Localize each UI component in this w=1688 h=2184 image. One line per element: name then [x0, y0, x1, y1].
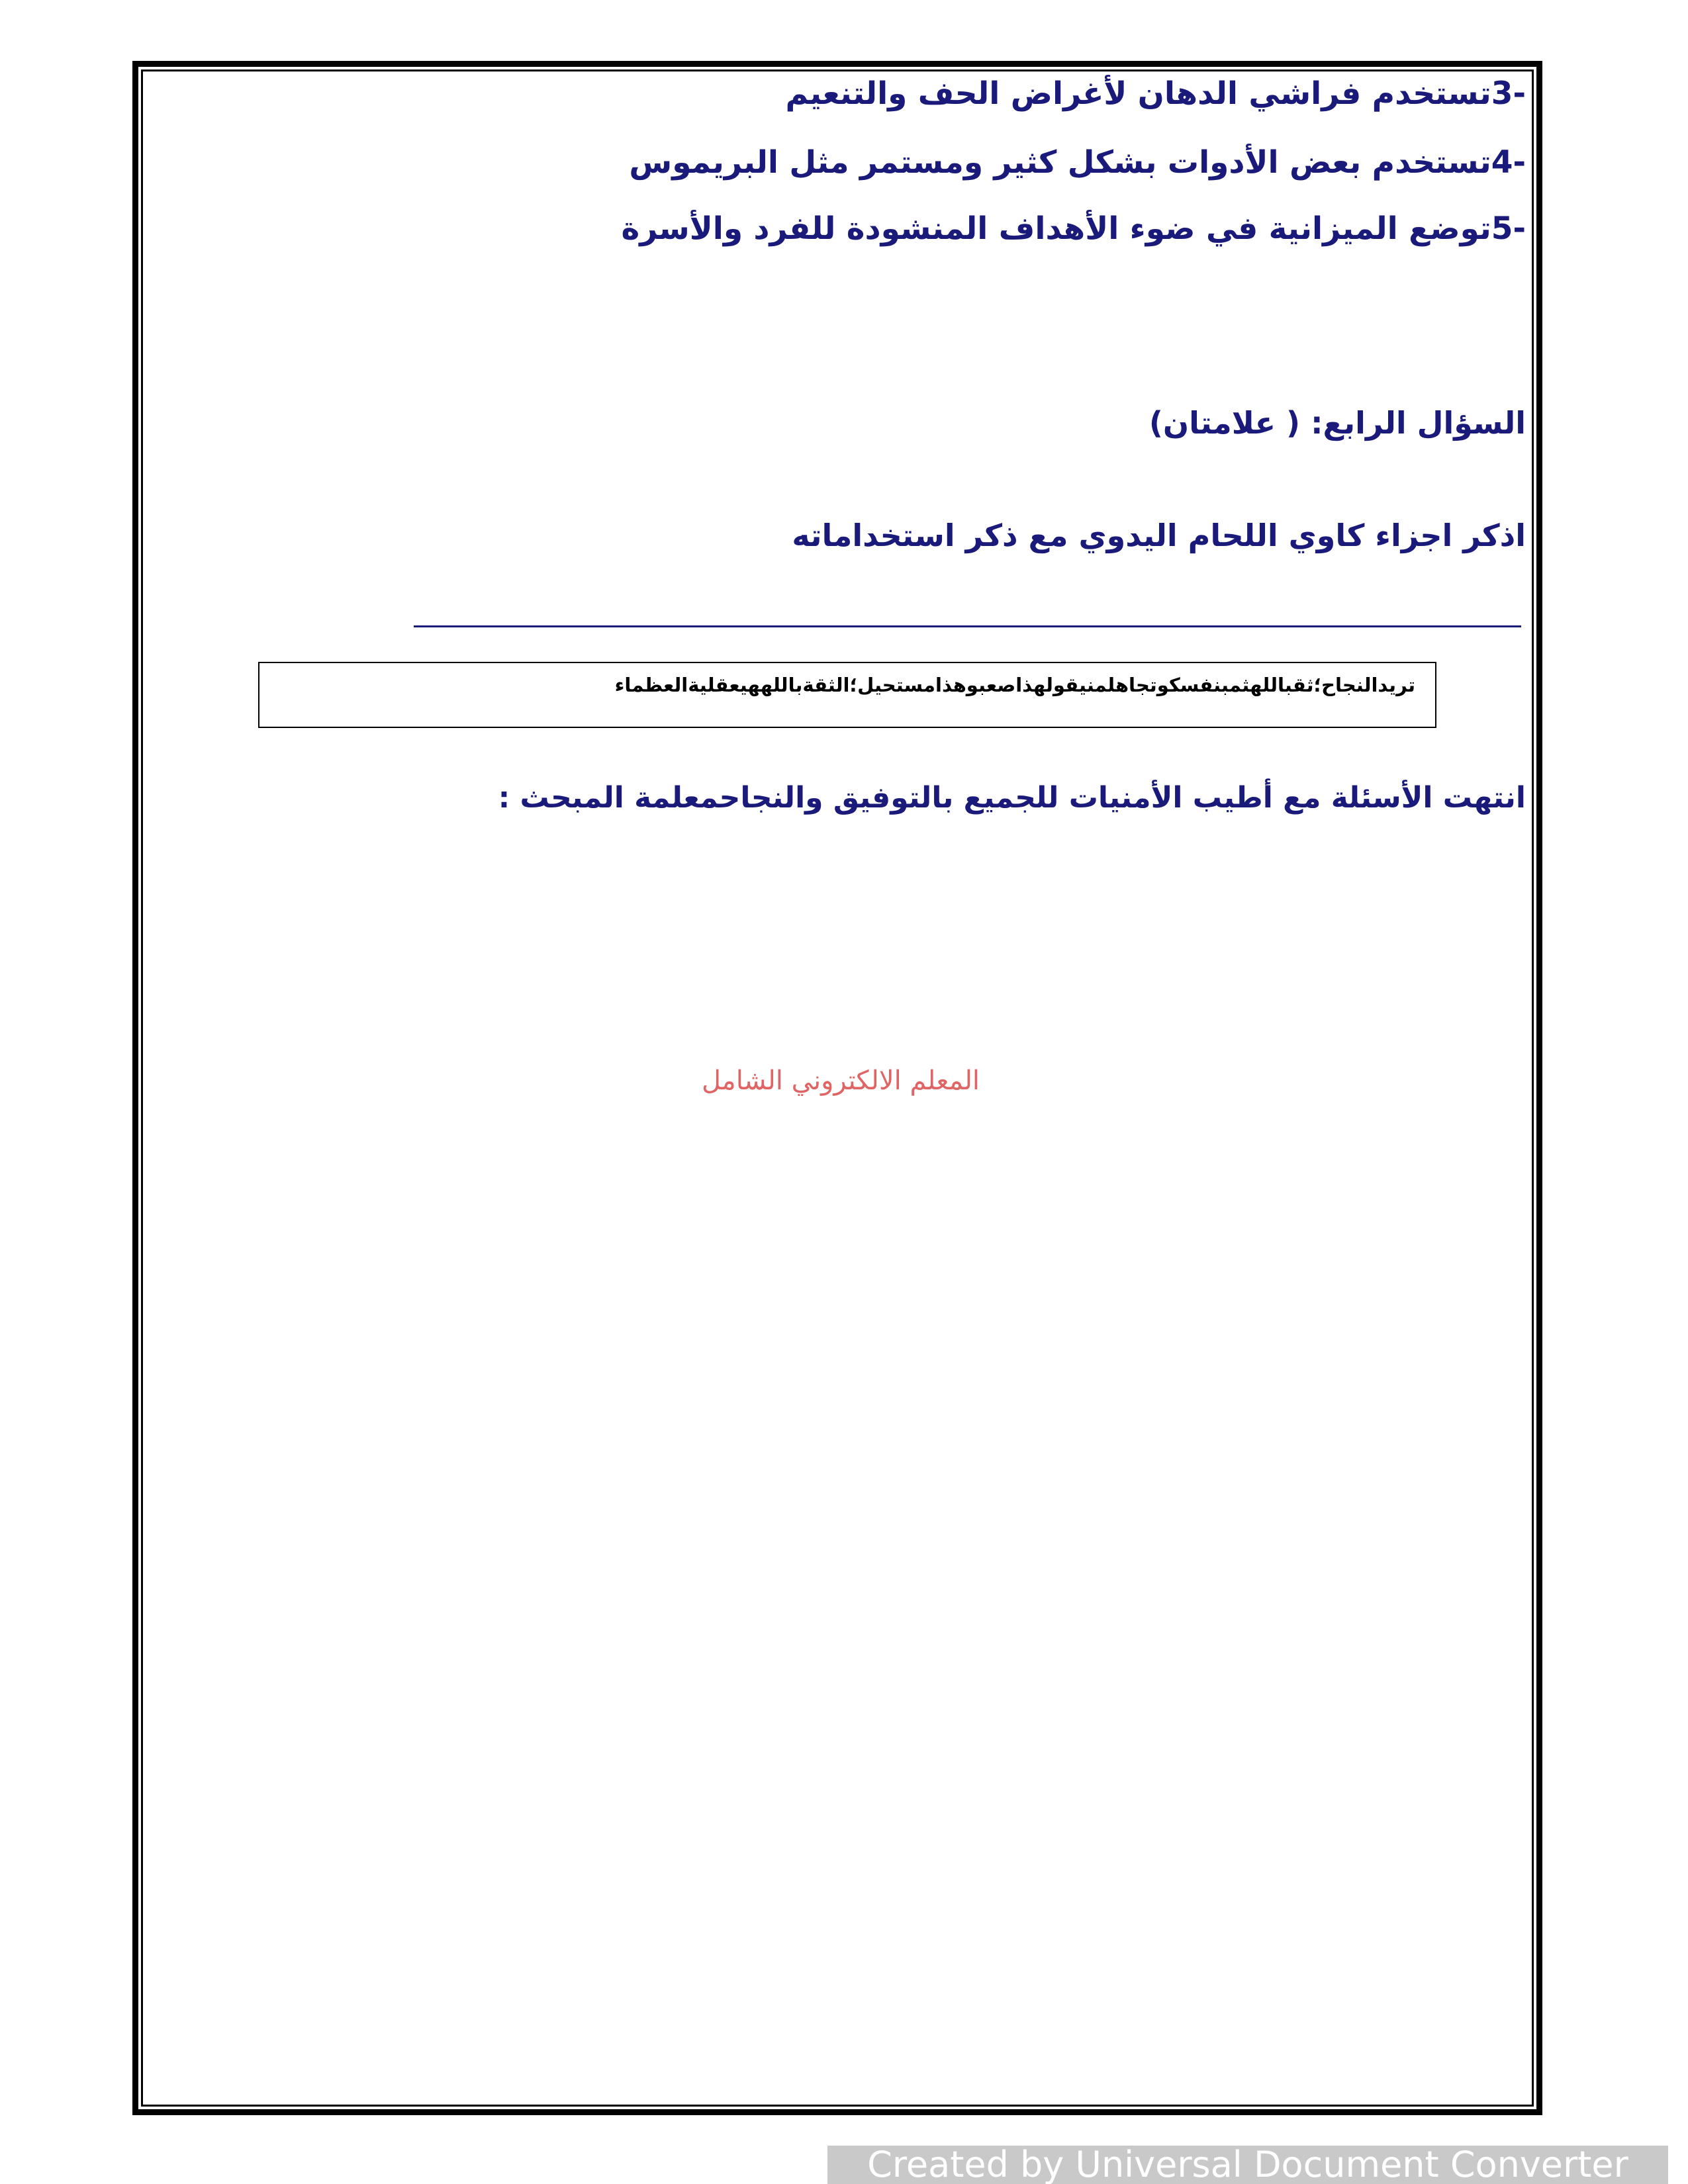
answer-item-4: -4تستخدم بعض الأدوات بشكل كثير ومستمر مثل البريموس: [629, 144, 1526, 181]
quote-text: تريدالنجاح؛ثقباللهثمبنفسكوتجاهلمنيقولهذاصعبوهذامستحيل؛الثقةباللههيعقليةالعظماء: [614, 674, 1415, 696]
question-heading: السؤال الرابع: ( علامتان): [1149, 405, 1526, 441]
answer-item-5: -5توضع الميزانية في ضوء الأهداف المنشودة للفرد والأسرة: [621, 210, 1526, 247]
converter-banner: Created by Universal Document Converter: [827, 2146, 1668, 2184]
watermark-text: المعلم الالكتروني الشامل: [702, 1066, 980, 1096]
quote-box: [258, 662, 1436, 728]
answer-item-3: -3تستخدم فراشي الدهان لأغراض الحف والتنعيم: [785, 75, 1526, 112]
question-text: اذكر اجزاء كاوي اللحام اليدوي مع ذكر استخداماته: [792, 518, 1526, 553]
closing-text: انتهت الأسئلة مع أطيب الأمنيات للجميع بالتوفيق والنجاحمعلمة المبحث :: [498, 781, 1526, 815]
answer-line: [414, 625, 1521, 627]
